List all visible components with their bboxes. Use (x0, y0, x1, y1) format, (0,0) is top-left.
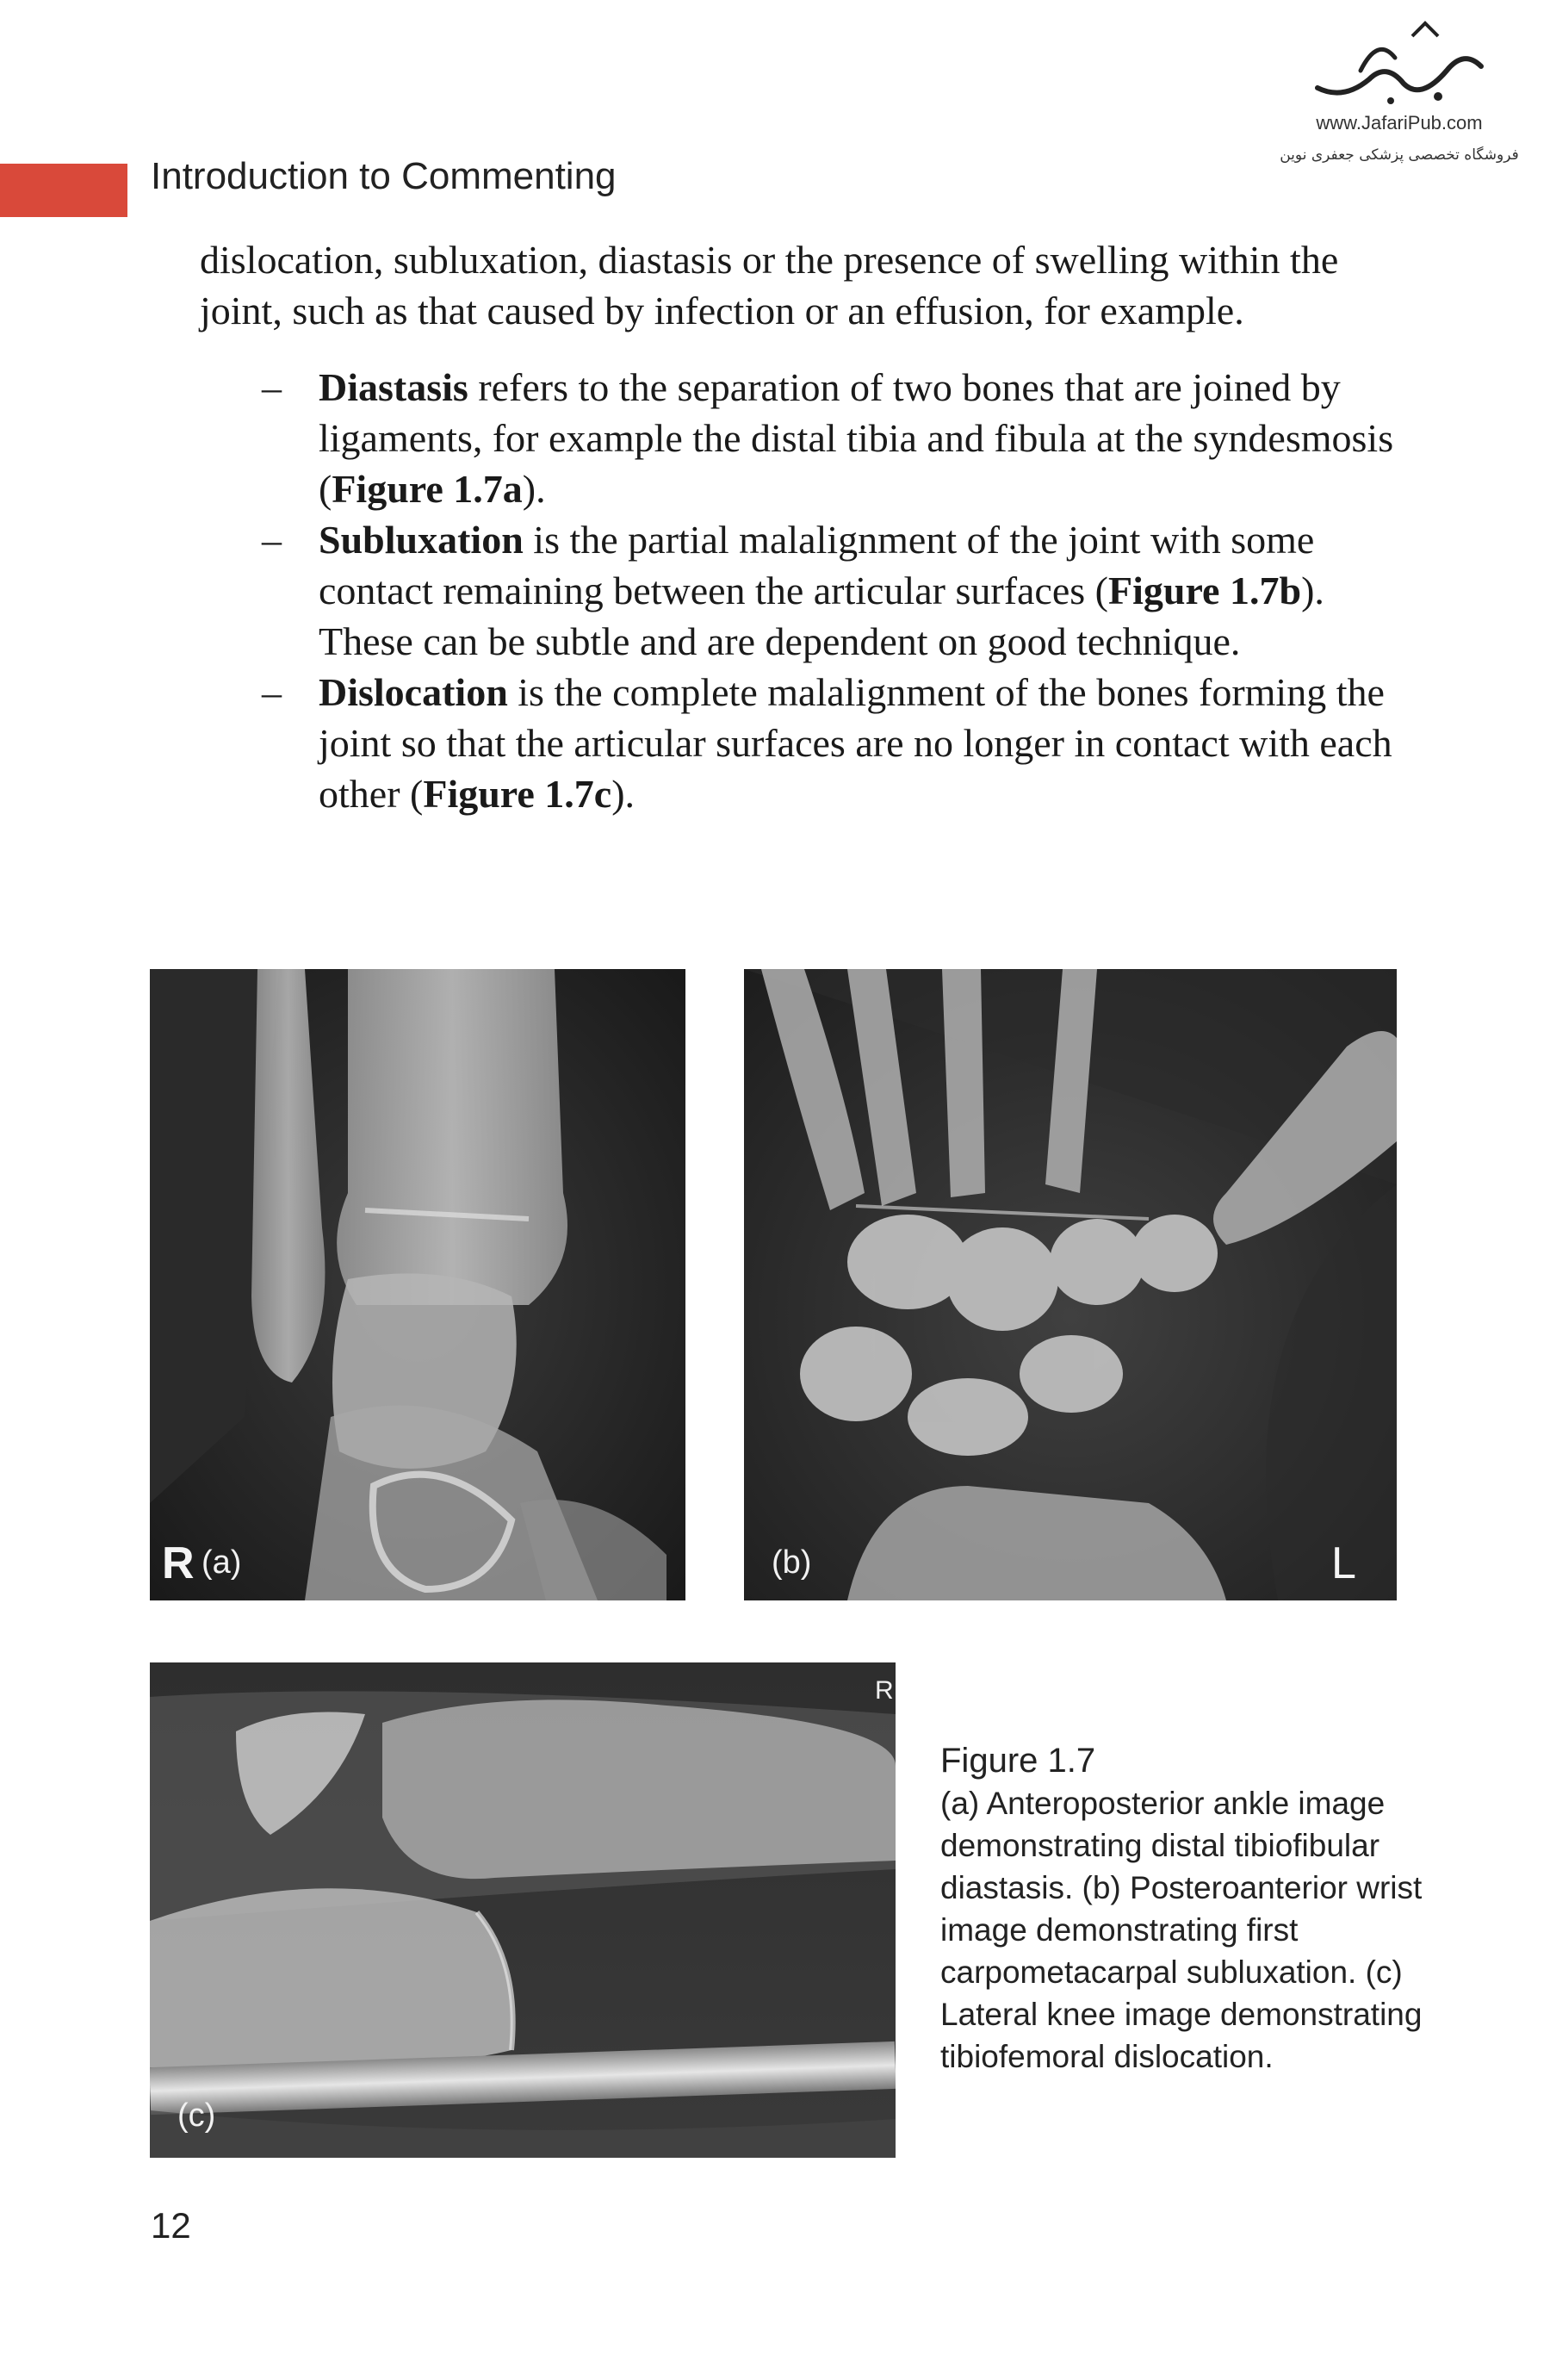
term: Dislocation (319, 670, 508, 714)
list-dash: – (262, 365, 282, 409)
intro-paragraph: dislocation, subluxation, diastasis or the presence of swelling within the joint, such as that caused by infection or an effusion, for example. (200, 238, 1339, 332)
caption-title: Figure 1.7 (940, 1742, 1096, 1780)
ankle-xray-image (150, 969, 685, 1600)
xray-panel-c (150, 1662, 896, 2158)
definition-text-end: ). (611, 772, 636, 816)
figure-reference: Figure 1.7b (1108, 569, 1302, 612)
term: Diastasis (319, 365, 468, 409)
definition-text: is the complete malalignment of the bones forming the joint so that the articular surfaces are no longer in contact with each other ( (319, 670, 1392, 816)
list-dash: – (262, 518, 282, 562)
list-dash: – (262, 670, 282, 714)
calligraphy-logo-icon (1309, 19, 1490, 109)
xray-panel-b (744, 969, 1397, 1600)
publisher-url: www.JafariPub.com (1316, 112, 1483, 134)
definition-text: refers to the separation of two bones that are joined by ligaments, for example the distal tibia and fibula at the syndesmosis ( (319, 365, 1394, 511)
definition-list (200, 362, 1405, 819)
xray-panel-a (150, 969, 685, 1600)
definition-item-dislocation (200, 667, 1405, 819)
publisher-tagline: فروشگاه تخصصی پزشکی جعفری نوین (1280, 146, 1519, 164)
side-marker-r-small: R (875, 1676, 894, 1705)
side-marker-l: L (1331, 1538, 1356, 1588)
panel-label-a: (a) (202, 1544, 242, 1581)
figure-reference: Figure 1.7c (423, 772, 612, 816)
publisher-logo (1274, 19, 1524, 174)
body-text (200, 234, 1405, 819)
running-head: Introduction to Commenting (151, 155, 617, 197)
side-marker-r: R (162, 1538, 195, 1588)
figure-reference: Figure 1.7a (332, 467, 523, 511)
panel-label-b: (b) (772, 1544, 812, 1581)
panel-label-c: (c) (177, 2097, 216, 2134)
definition-item-subluxation (200, 514, 1405, 667)
definition-text-end: ). These can be subtle and are dependent on good technique. (319, 569, 1324, 663)
definition-item-diastasis (200, 362, 1405, 514)
caption-text: (a) Anteroposterior ankle image demonstrating distal tibiofibular diastasis. (b) Posteroanterior wrist image demonstrating first carpometacarpal subluxation. (c) Lateral knee image demonstrating tibiofemoral dislocation. (940, 1786, 1423, 2074)
page-number: 12 (151, 2205, 191, 2246)
definition-text: is the partial malalignment of the joint with some contact remaining between the articular surfaces ( (319, 518, 1315, 612)
knee-xray-image (150, 1662, 896, 2158)
definition-text-end: ). (522, 467, 546, 511)
term: Subluxation (319, 518, 524, 562)
wrist-xray-image (744, 969, 1397, 1600)
figure-caption (940, 1740, 1457, 2078)
header-accent-bar (0, 164, 127, 217)
